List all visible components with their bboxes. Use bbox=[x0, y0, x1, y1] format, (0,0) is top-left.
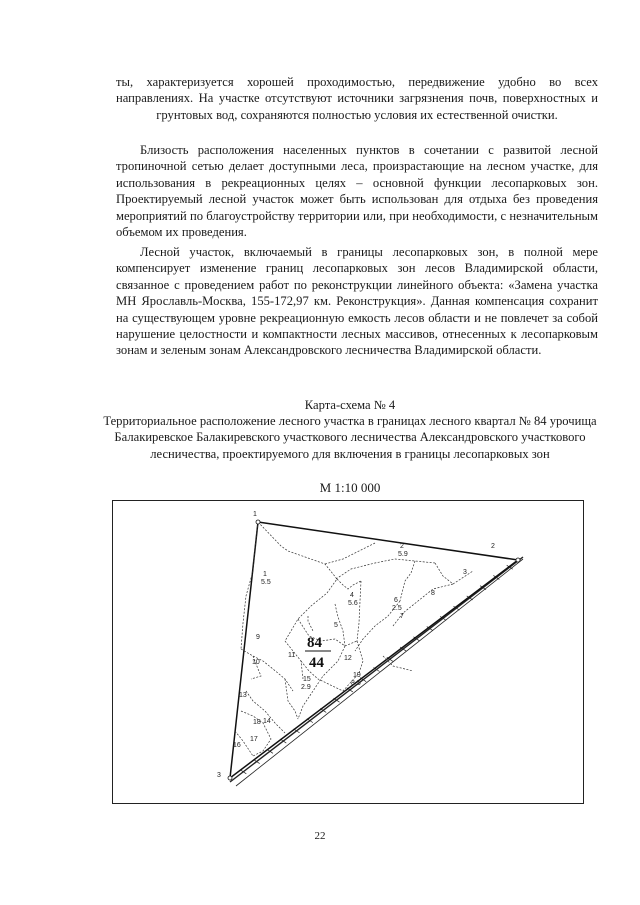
subplot-number: 12 bbox=[344, 655, 352, 662]
paragraph-3-text: Лесной участок, включаемый в границы лесопарковых зон, в полной мере компенсирует изменение границ лесопарковых зон лесов Владимирской области, связанное с проведением работ по реконструкции линейного объекта: «Замена участка МН Ярославль-Москва, 155-172,97 км. Реконструкция». Данная компенсация сохранит на существующем уровне рекреационную емкость лесов области и не повлечет за собой нарушение целостности и компактности лесных массивов, отнесенных к лесопарковым зонам и зеленым зонам Александровского лесничества Владимирской области. bbox=[116, 245, 598, 358]
subplot-number: 5 bbox=[334, 622, 338, 629]
subplot-number: 2 bbox=[400, 543, 404, 550]
subplot-number: 19 bbox=[353, 672, 361, 679]
paragraph-1-text: ты, характеризуется хорошей проходимостью, передвижение удобно во всех направлениях. На участке отсутствуют источники загрязнения почв, поверхностных и грунтовых вод, сохраняются полностью условия их естественной очистки. bbox=[116, 75, 598, 122]
road-strip bbox=[230, 557, 523, 786]
forest-plot-map bbox=[113, 501, 583, 803]
map-caption: Территориальное расположение лесного участка в границах лесного квартал № 84 урочища Балакиревское Балакиревского участкового лесничества Александровского участкового лесничества, проектируемого для включения в границы лесопарковых зон bbox=[103, 414, 597, 461]
quarter-boundary bbox=[230, 522, 518, 778]
subplot-labels bbox=[233, 543, 467, 749]
subplot-area: 5.6 bbox=[348, 600, 358, 607]
subplot-area: 8.5 bbox=[351, 680, 361, 687]
quarter-number: 84 bbox=[307, 635, 322, 651]
subplot-area: 2.5 bbox=[392, 605, 402, 612]
subplot-number: 8 bbox=[431, 590, 435, 597]
subplot-number: 14 bbox=[263, 718, 271, 725]
paragraph-1 bbox=[116, 74, 598, 123]
paragraph-2 bbox=[116, 142, 598, 240]
corner-points bbox=[228, 520, 520, 780]
subplot-number: 11 bbox=[288, 652, 296, 659]
subplot-number: 10 bbox=[252, 659, 260, 666]
subplot-area: 5.5 bbox=[261, 579, 271, 586]
subplot-number: 18 bbox=[253, 719, 261, 726]
corner-label-1: 1 bbox=[253, 511, 257, 518]
map-scale: М 1:10 000 bbox=[319, 480, 381, 495]
paragraph-3 bbox=[116, 244, 598, 359]
plot-number: 44 bbox=[309, 655, 324, 671]
page-number: 22 bbox=[314, 830, 326, 842]
subplot-number: 7 bbox=[400, 613, 404, 620]
subplot-number: 3 bbox=[463, 569, 467, 576]
subplot-number: 15 bbox=[303, 676, 311, 683]
map-frame bbox=[112, 500, 584, 804]
subplot-number: 16 bbox=[233, 742, 241, 749]
subplot-number: 13 bbox=[239, 692, 247, 699]
subplot-number: 4 bbox=[350, 592, 354, 599]
subplot-area: 5.9 bbox=[398, 551, 408, 558]
subplot-area: 2.9 bbox=[301, 684, 311, 691]
subplot-number: 1 bbox=[263, 571, 267, 578]
subplot-number: 17 bbox=[250, 736, 258, 743]
subplot-number: 6 bbox=[394, 597, 398, 604]
paragraph-2-text: Близость расположения населенных пунктов в сочетании с развитой лесной тропиночной сетью делает доступными леса, произрастающие на лесном участке, для использования в рекреационных целях – основной функции лесопарковых зон. Проектируемый лесной участок может быть использован для отдыха без проведения мероприятий по благоустройству территории или, при необходимости, с незначительным объемом их проведения. bbox=[116, 143, 598, 240]
corner-label-3: 3 bbox=[217, 772, 221, 779]
corner-label-2: 2 bbox=[491, 543, 495, 550]
subplot-number: 9 bbox=[256, 634, 260, 641]
map-title: Карта-схема № 4 bbox=[304, 398, 396, 412]
